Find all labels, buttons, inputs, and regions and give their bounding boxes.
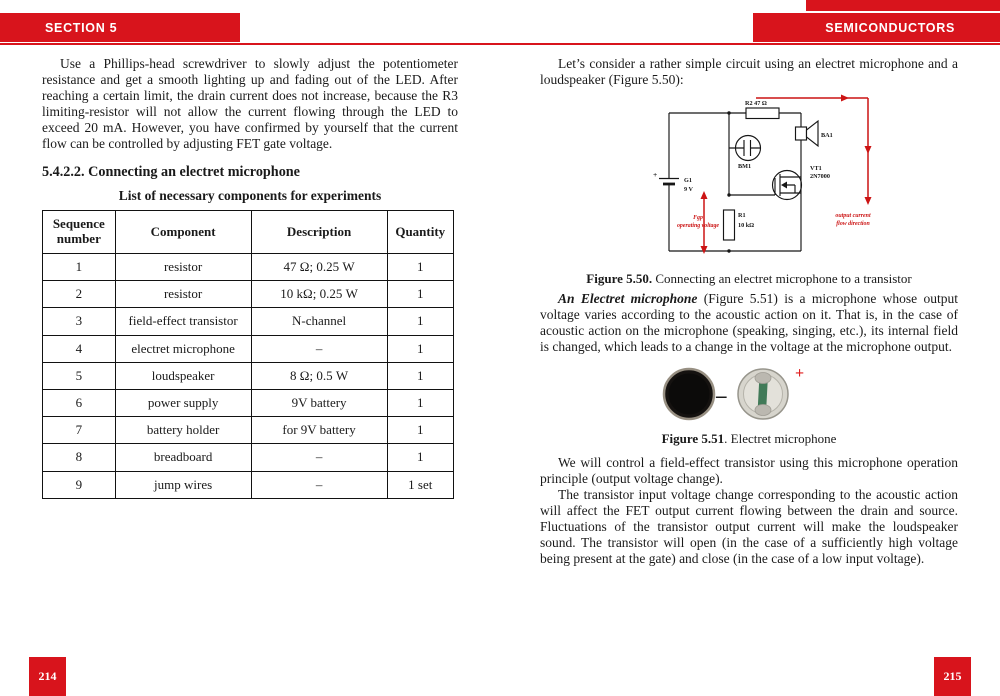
figure-550-caption	[540, 271, 958, 287]
electret-paragraph-rest: (Figure 5.51) is a microphone whose output voltage varies according to the acoustic action on it. That is, in the case of acoustic action on the microphone (speaking, singing, etc.), its internal field is changed, which leads to a change in the voltage at the microphone output.	[540, 291, 958, 354]
solder-pad-bottom	[755, 405, 771, 416]
table-row	[43, 471, 454, 498]
microphone-mesh	[669, 374, 710, 415]
header-sequence: Sequence number	[43, 211, 116, 254]
table-cell: 9V battery	[251, 389, 387, 416]
gate-voltage-label-line1: Fgp	[693, 215, 703, 221]
table-cell: 9	[43, 471, 116, 498]
electret-paragraph-lead: An Electret microphone	[558, 291, 698, 306]
intro-paragraph-right: Let’s consider a rather simple circuit using an electret microphone and a loudspeaker (Figure 5.50):	[540, 56, 958, 87]
table-cell: for 9V battery	[251, 417, 387, 444]
table-cell: 7	[43, 417, 116, 444]
figure-551-photo	[540, 360, 958, 426]
electret-microphone-photo	[659, 360, 839, 426]
speaker-label: BA1	[821, 132, 833, 139]
battery-plus-label: +	[653, 170, 658, 179]
table-cell: 1	[387, 335, 453, 362]
transistor-model-label: 2N7000	[810, 173, 830, 180]
table-cell: resistor	[115, 254, 251, 281]
header-description: Description	[251, 211, 387, 254]
left-page-column	[42, 56, 458, 499]
table-cell: 1	[43, 254, 116, 281]
output-current-label-line1: output current	[835, 213, 871, 219]
header-rule	[0, 43, 1000, 45]
table-row	[43, 444, 454, 471]
figure-551-caption-number: Figure 5.51	[661, 431, 725, 446]
output-current-label-line2: flow direction	[836, 221, 870, 227]
header-quantity: Quantity	[387, 211, 453, 254]
right-page-column	[540, 56, 958, 567]
junction-dot	[727, 249, 730, 252]
electret-paragraph	[540, 291, 958, 355]
arrowhead-down	[865, 146, 872, 154]
resistor-r2-label: R2 47 Ω	[745, 100, 767, 107]
speaker-horn	[807, 121, 819, 146]
table-cell: 47 Ω; 0.25 W	[251, 254, 387, 281]
table-cell: 3	[43, 308, 116, 335]
table-row	[43, 281, 454, 308]
gate-voltage-label-line2: operating voltage	[676, 223, 720, 229]
table-cell: 8	[43, 444, 116, 471]
table-cell: electret microphone	[115, 335, 251, 362]
figure-551-caption-text: . Electret microphone	[724, 431, 837, 446]
table-cell: breadboard	[115, 444, 251, 471]
resistor-r1-label: R1	[738, 212, 746, 219]
table-cell: 2	[43, 281, 116, 308]
arrowhead-down	[865, 197, 872, 205]
speaker-symbol	[796, 127, 807, 140]
junction-dot	[727, 111, 730, 114]
table-header-row	[43, 211, 454, 254]
table-cell: 5	[43, 362, 116, 389]
microphone-label: BM1	[738, 163, 752, 170]
transistor-label: VT1	[810, 165, 822, 172]
chapter-header-label: SEMICONDUCTORS	[825, 20, 955, 35]
table-cell: 6	[43, 389, 116, 416]
table-cell: 4	[43, 335, 116, 362]
table-title: List of necessary components for experiments	[118, 188, 382, 203]
battery-voltage-label: 9 V	[684, 186, 693, 193]
table-row	[43, 362, 454, 389]
table-cell: 10 kΩ; 0.25 W	[251, 281, 387, 308]
resistor-r2-symbol	[746, 108, 779, 119]
table-row	[43, 389, 454, 416]
figure-550-circuit-diagram	[646, 94, 958, 264]
resistor-r1-symbol	[724, 210, 735, 240]
table-cell: –	[251, 444, 387, 471]
resistor-r1-value-label: 10 kΩ	[738, 222, 755, 229]
plus-sign: +	[795, 365, 805, 382]
battery-name-label: G1	[684, 177, 692, 184]
arrowhead-right	[841, 95, 849, 102]
page-number-right	[934, 657, 971, 696]
components-table	[42, 210, 454, 499]
chapter-header-band	[753, 13, 1000, 42]
figure-551-caption	[540, 431, 958, 447]
page-number-left-value: 214	[38, 669, 57, 683]
junction-dot	[727, 193, 730, 196]
page-number-left	[29, 657, 66, 696]
table-cell: 1	[387, 389, 453, 416]
table-cell: 8 Ω; 0.5 W	[251, 362, 387, 389]
table-cell: power supply	[115, 389, 251, 416]
section-header-label: SECTION 5	[45, 20, 118, 35]
table-row	[43, 308, 454, 335]
solder-pad-top	[755, 373, 771, 384]
table-cell: 1	[387, 362, 453, 389]
control-paragraph: We will control a field-effect transistor using this microphone operation principle (output voltage change).	[540, 455, 958, 486]
table-row	[43, 417, 454, 444]
figure-550-caption-number: Figure 5.50.	[586, 271, 653, 286]
table-cell: 1	[387, 417, 453, 444]
table-cell: 1	[387, 281, 453, 308]
page-number-right-value: 215	[943, 669, 962, 683]
circuit-schematic	[646, 94, 906, 259]
transistor-paragraph: The transistor input voltage change corresponding to the acoustic action will affect the FET output current flowing between the drain and source. Fluctuations of the transistor output current will make the loudspeaker sound. The transistor will open (in the case of a sufficiently high voltage being present at the gate) and close (in the case of a low input voltage).	[540, 487, 958, 566]
intro-paragraph-left: Use a Phillips-head screwdriver to slowly adjust the potentiometer resistance and get a smooth lighting up and fading out of the LED. After reaching a certain limit, the drain current does not increase, because the R3 limiting-resistor will not allow the current flowing through the LED to exceed 20 mA. However, you have confirmed by yourself that the current flow can be controlled by adjusting FET gate voltage.	[42, 56, 458, 151]
table-cell: jump wires	[115, 471, 251, 498]
table-cell: battery holder	[115, 417, 251, 444]
table-row	[43, 254, 454, 281]
table-cell: 1	[387, 308, 453, 335]
section-header-band	[0, 13, 240, 42]
minus-sign: –	[716, 383, 727, 407]
table-cell: 1 set	[387, 471, 453, 498]
arrowhead-up	[701, 191, 708, 199]
table-cell: 1	[387, 254, 453, 281]
table-cell: N-channel	[251, 308, 387, 335]
section-heading: 5.4.2.2. Connecting an electret microphone	[42, 164, 300, 180]
table-cell: field-effect transistor	[115, 308, 251, 335]
arrowhead-down	[701, 246, 708, 254]
page-edge-strip	[806, 0, 1000, 11]
figure-550-caption-text: Connecting an electret microphone to a transistor	[652, 271, 912, 286]
table-cell: resistor	[115, 281, 251, 308]
table-row	[43, 335, 454, 362]
header-component: Component	[115, 211, 251, 254]
table-cell: –	[251, 471, 387, 498]
table-cell: loudspeaker	[115, 362, 251, 389]
table-cell: –	[251, 335, 387, 362]
table-cell: 1	[387, 444, 453, 471]
